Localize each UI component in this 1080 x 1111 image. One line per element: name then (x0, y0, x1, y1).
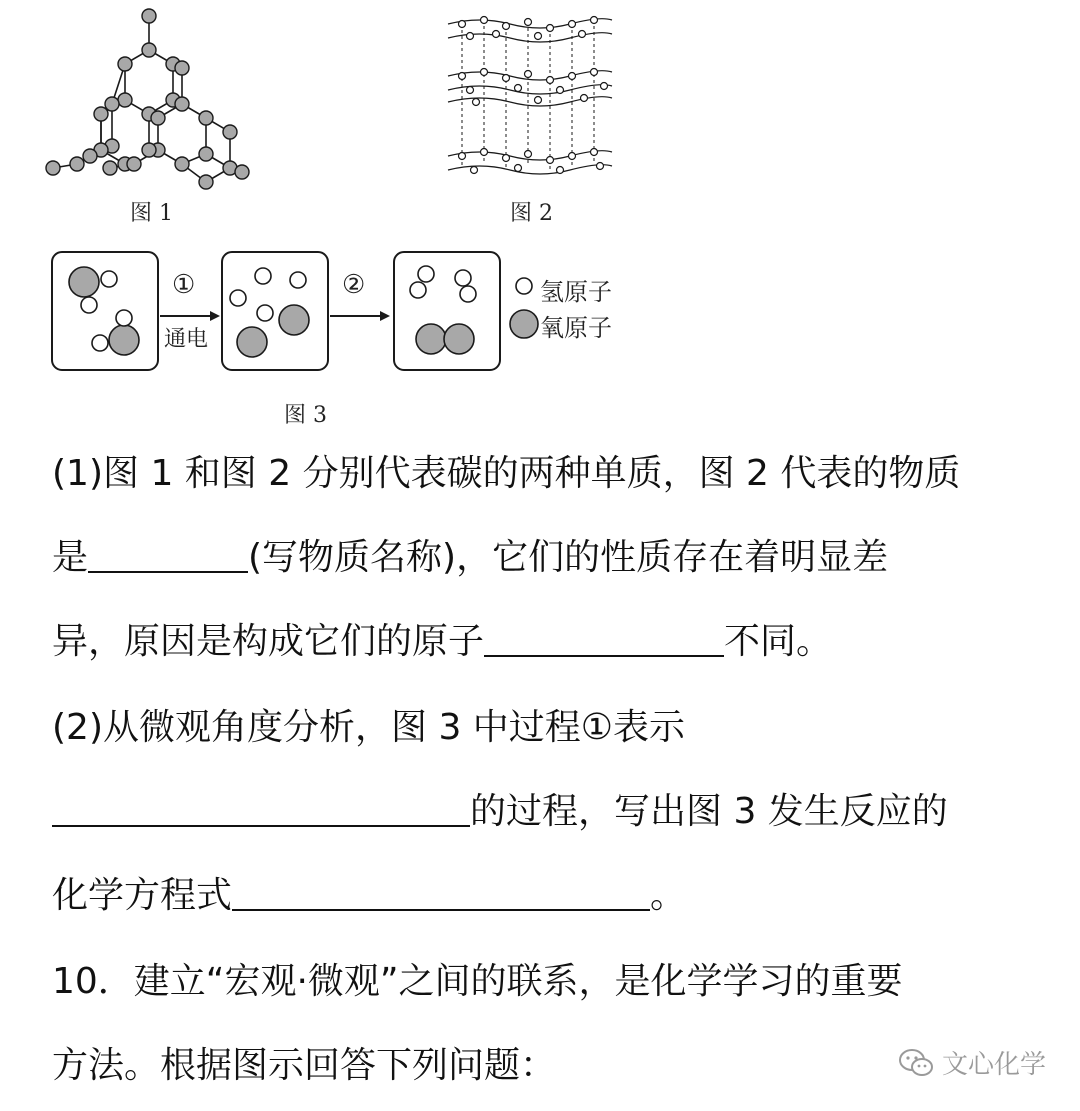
figure-2-label: 图 2 (510, 201, 553, 226)
q10-text: 10．建立“宏观·微观”之间的联系，是化学学习的重要 (52, 961, 903, 1002)
step-1-marker: ① (172, 270, 196, 300)
box-after-reaction (394, 252, 500, 370)
q10-text: 方法。根据图示回答下列问题： (52, 1045, 557, 1086)
q9-part2-line1 (52, 706, 685, 750)
answer-blank-atom-arrangement[interactable] (484, 623, 724, 657)
q9-part1-text: (1)图 1 和图 2 分别代表碳的两种单质，图 2 代表的物质 (52, 453, 961, 494)
q9-text-fragment: 。 (650, 875, 687, 916)
q9-text-fragment: 的过程，写出图 3 发生反应的 (470, 791, 948, 832)
box-before-reaction (52, 252, 158, 370)
figure-2-graphite-structure (440, 6, 620, 186)
legend-hydrogen-label: 氢原子 (540, 278, 612, 306)
legend-oxygen-atom (510, 310, 538, 338)
q9-part2-line3 (52, 874, 686, 918)
watermark-text: 文心化学 (941, 1050, 1046, 1080)
figure-1-diamond-structure (40, 0, 270, 190)
q9-part1-line1 (52, 452, 960, 496)
answer-blank-process[interactable] (52, 793, 470, 827)
box-intermediate-atoms (222, 252, 328, 370)
step-2-marker: ② (342, 270, 366, 300)
q9-part1-line3 (52, 620, 832, 664)
answer-blank-chemical-equation[interactable] (232, 877, 650, 911)
arrow-2-head (380, 311, 390, 321)
q9-part2-line2 (52, 790, 948, 834)
figure-1-label: 图 1 (130, 201, 173, 226)
q9-part2-text: (2)从微观角度分析，图 3 中过程①表示 (52, 707, 686, 748)
legend-hydrogen-atom (516, 278, 532, 294)
q10-line2 (52, 1044, 556, 1088)
q10-line1 (52, 960, 903, 1004)
watermark (898, 1044, 1046, 1081)
q9-text-fragment: (写物质名称)，它们的性质存在着明显差 (248, 537, 889, 578)
step-1-condition: 通电 (164, 327, 209, 352)
q9-text-fragment: 不同。 (724, 621, 833, 662)
answer-blank-substance-name[interactable] (88, 539, 248, 573)
q9-part1-line2 (52, 536, 888, 580)
legend-oxygen-label: 氧原子 (540, 314, 612, 342)
arrow-1-head (210, 311, 220, 321)
q9-text-fragment: 是 (52, 537, 89, 578)
q9-text-fragment: 化学方程式 (52, 875, 233, 916)
wechat-icon (898, 1048, 934, 1078)
figure-3-label: 图 3 (284, 403, 327, 428)
q9-text-fragment: 异，原因是构成它们的原子 (52, 621, 485, 662)
